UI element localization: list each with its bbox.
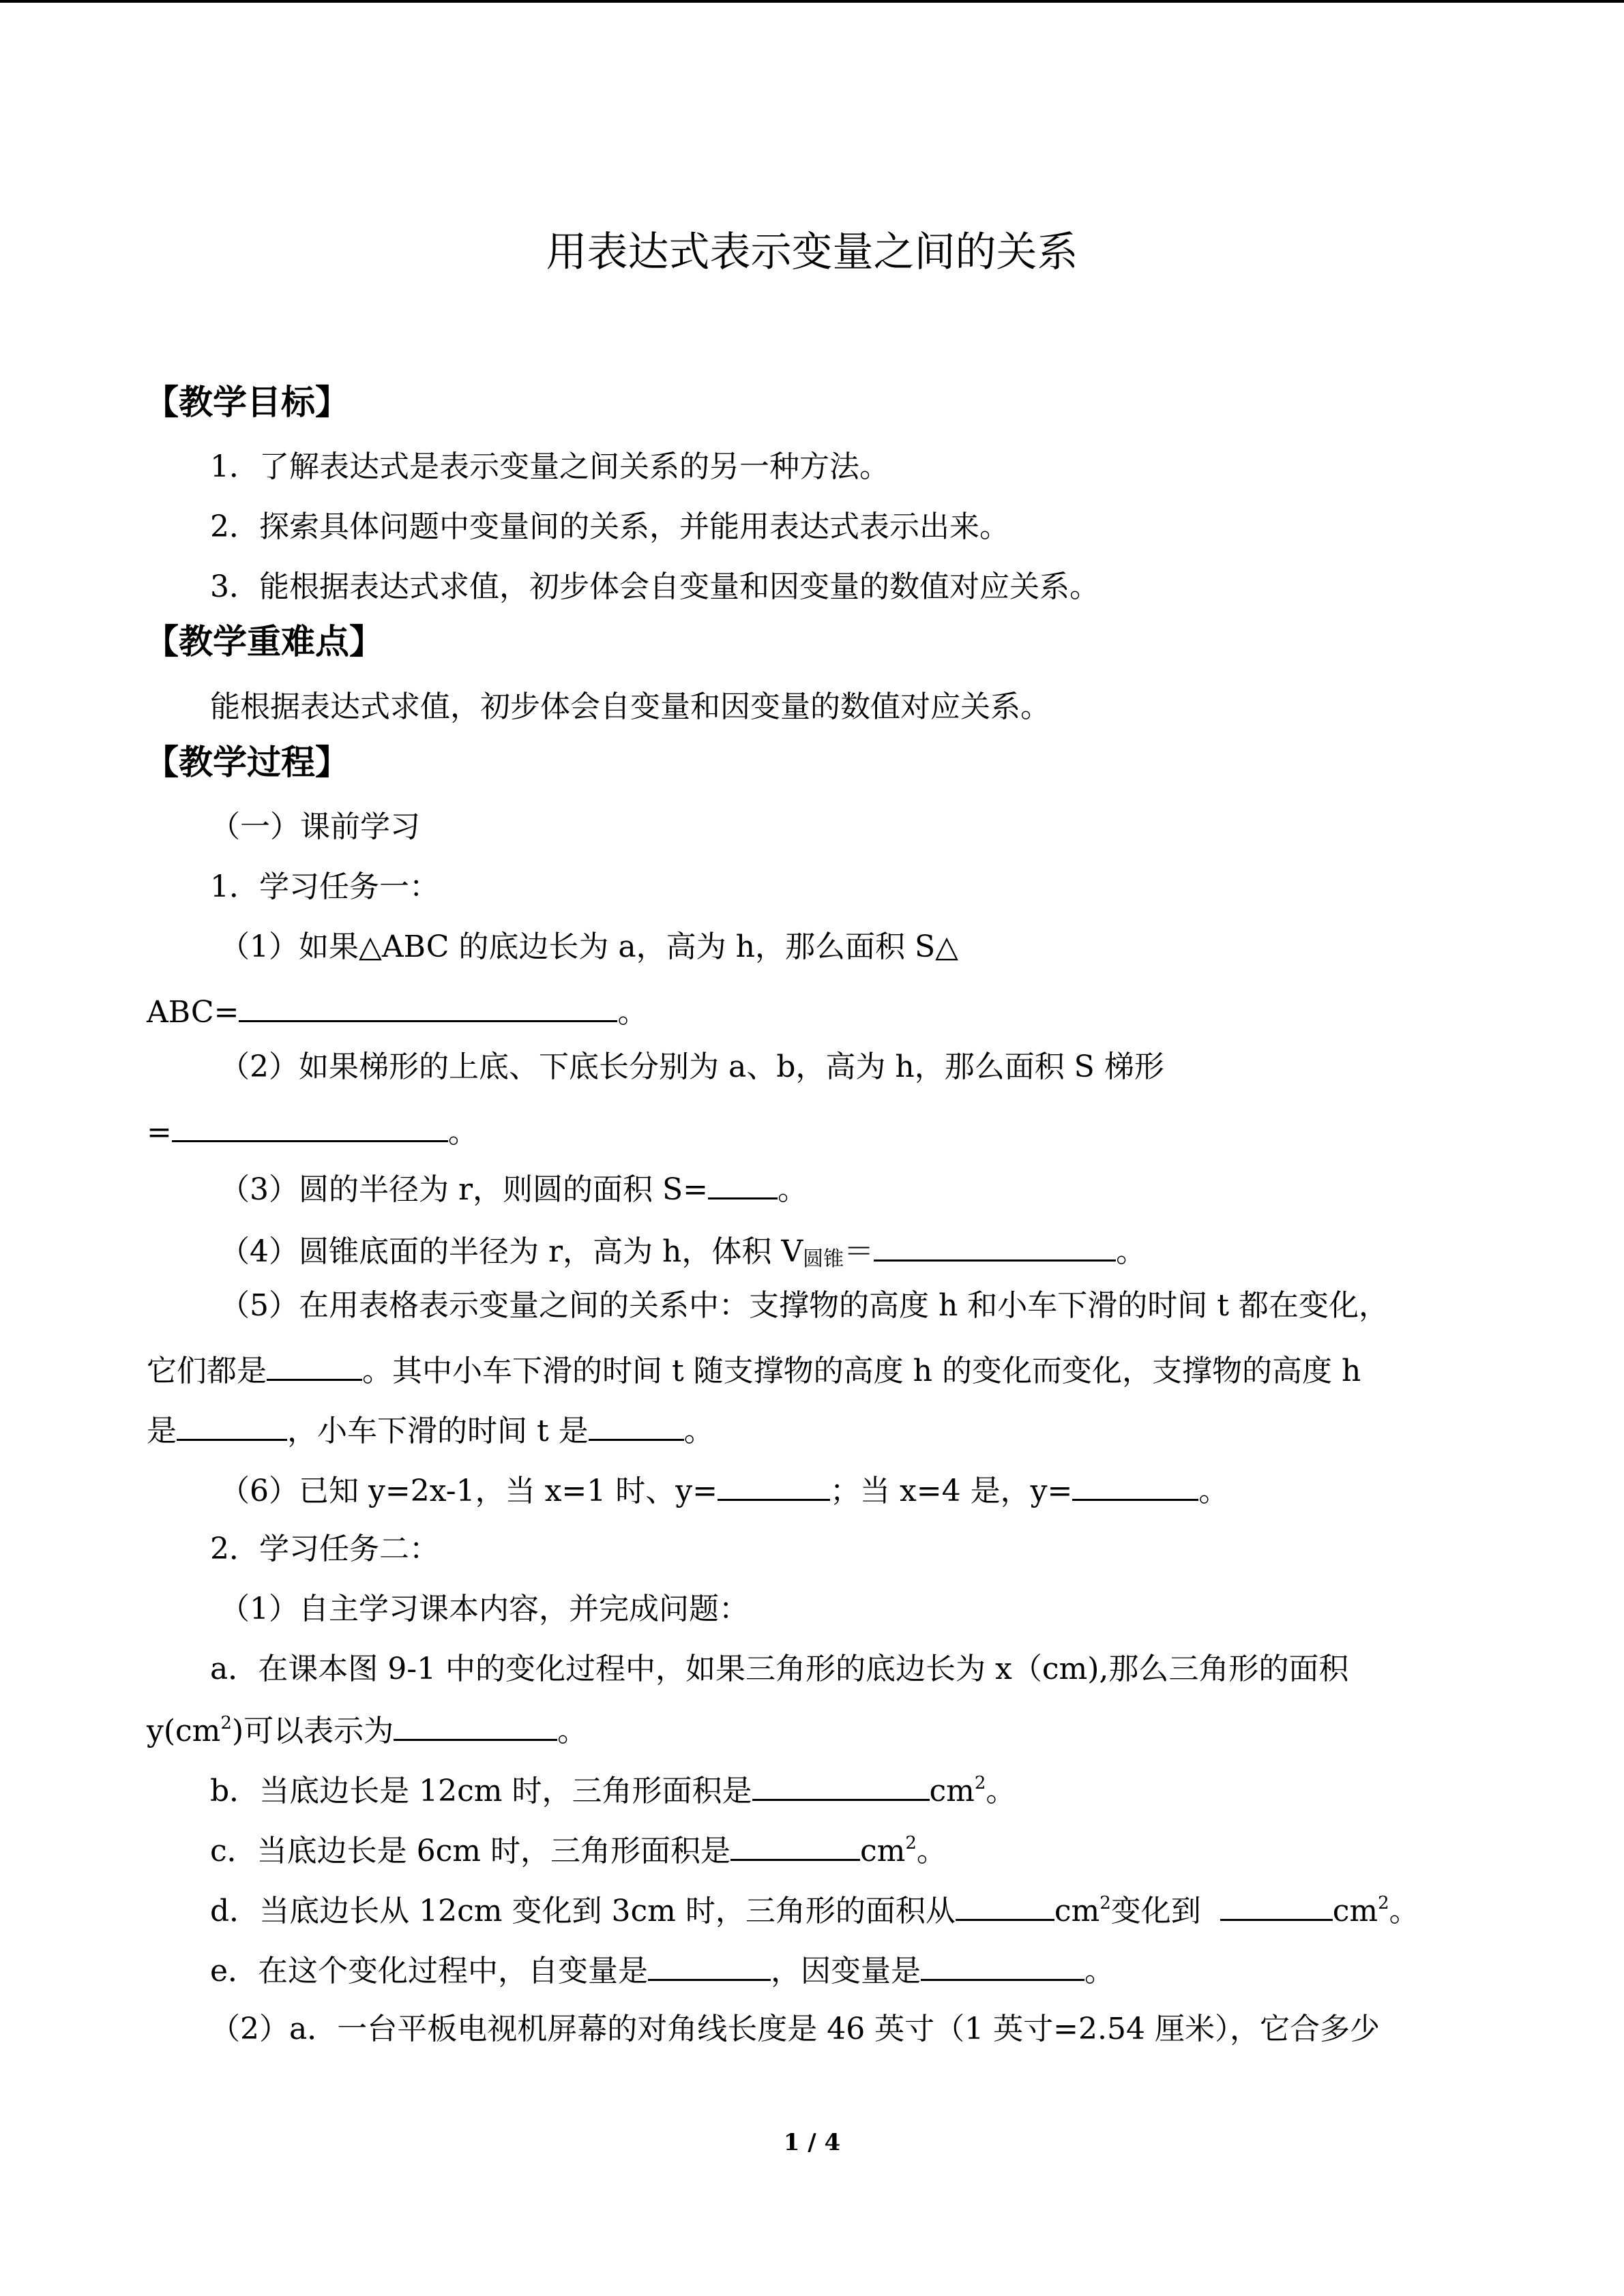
question-1-line1: （1）如果△ABC 的底边长为 a，高为 h，那么面积 S△: [220, 929, 958, 964]
item-a-line1: a．在课本图 9-1 中的变化过程中，如果三角形的底边长为 x（cm),那么三角形的面积: [210, 1652, 1349, 1686]
question-3: （3）圆的半径为 r，则圆的面积 S= 。: [220, 1167, 808, 1210]
section-heading-goals: 【教学目标】: [145, 383, 349, 422]
question-1-line2: ABC= 。: [147, 990, 647, 1033]
answer-blank[interactable]: [394, 1709, 557, 1741]
answer-blank[interactable]: [267, 1349, 362, 1381]
answer-blank[interactable]: [589, 1409, 684, 1441]
item-b: b．当底边长是 12cm 时，三角形面积是 $cm^2$。: [210, 1769, 1016, 1812]
answer-blank[interactable]: [708, 1167, 778, 1199]
answer-blank[interactable]: [874, 1229, 1116, 1262]
answer-blank[interactable]: [239, 990, 617, 1022]
question-6: （6）已知 y=2x-1，当 x=1 时、y= ；当 x=4 是，y= 。: [220, 1469, 1228, 1512]
goal-item: 3．能根据表达式求值，初步体会自变量和因变量的数值对应关系。: [210, 569, 1099, 604]
question-5-line3: 是 ，小车下滑的时间 t 是 。: [147, 1409, 714, 1452]
task1-label: 1．学习任务一：: [210, 869, 439, 904]
answer-blank[interactable]: [730, 1829, 860, 1861]
pre-study-label: （一）课前学习: [210, 809, 420, 844]
question-5-line1: （5）在用表格表示变量之间的关系中：支撑物的高度 h 和小车下滑的时间 t 都在变化，: [220, 1288, 1389, 1323]
item-a-line2: $y(cm^2)$可以表示为 。: [147, 1709, 587, 1752]
goal-item: 2．探索具体问题中变量间的关系，并能用表达式表示出来。: [210, 509, 1009, 544]
answer-blank[interactable]: [752, 1769, 930, 1801]
question-5-line2: 它们都是 。其中小车下滑的时间 t 随支撑物的高度 h 的变化而变化，支撑物的高度 h: [147, 1349, 1361, 1392]
question-2-line1: （2）如果梯形的上底、下底长分别为 a、b，高为 h，那么面积 S 梯形: [220, 1049, 1164, 1084]
answer-blank[interactable]: [1072, 1469, 1198, 1501]
answer-blank[interactable]: [921, 1949, 1084, 1981]
answer-blank[interactable]: [718, 1469, 830, 1501]
section-heading-process: 【教学过程】: [145, 743, 349, 782]
answer-blank[interactable]: [648, 1949, 771, 1981]
answer-blank[interactable]: [177, 1409, 287, 1441]
question-2-line2: = 。: [147, 1110, 478, 1153]
section-heading-keypoints: 【教学重难点】: [145, 622, 383, 661]
goal-item: 1．了解表达式是表示变量之间关系的另一种方法。: [210, 449, 889, 484]
item-d: d．当底边长从 12cm 变化到 3cm 时，三角形的面积从 $cm^2$变化到 $cm^2$。: [210, 1889, 1419, 1932]
task2-question-1: （1）自主学习课本内容，并完成问题：: [220, 1592, 749, 1626]
task2-question-2: （2）a．一台平板电视机屏幕的对角线长度是 46 英寸（1 英寸=2.54 厘米），它合多少: [210, 2012, 1380, 2046]
keypoints-text: 能根据表达式求值，初步体会自变量和因变量的数值对应关系。: [210, 689, 1050, 724]
task2-label: 2．学习任务二：: [210, 1532, 439, 1566]
item-c: c．当底边长是 6cm 时，三角形面积是 $cm^2$。: [210, 1829, 947, 1872]
answer-blank[interactable]: [172, 1110, 448, 1142]
question-4: （4）圆锥底面的半径为 r，高为 h，体积 $V_{圆锥}=$ 。: [220, 1229, 1146, 1272]
top-border: [0, 0, 1624, 3]
answer-blank[interactable]: [1220, 1889, 1333, 1921]
page-number: 1 / 4: [783, 2129, 841, 2156]
answer-blank[interactable]: [956, 1889, 1054, 1921]
item-e: e．在这个变化过程中，自变量是 ，因变量是 。: [210, 1949, 1114, 1992]
document-title: 用表达式表示变量之间的关系: [546, 228, 1078, 276]
